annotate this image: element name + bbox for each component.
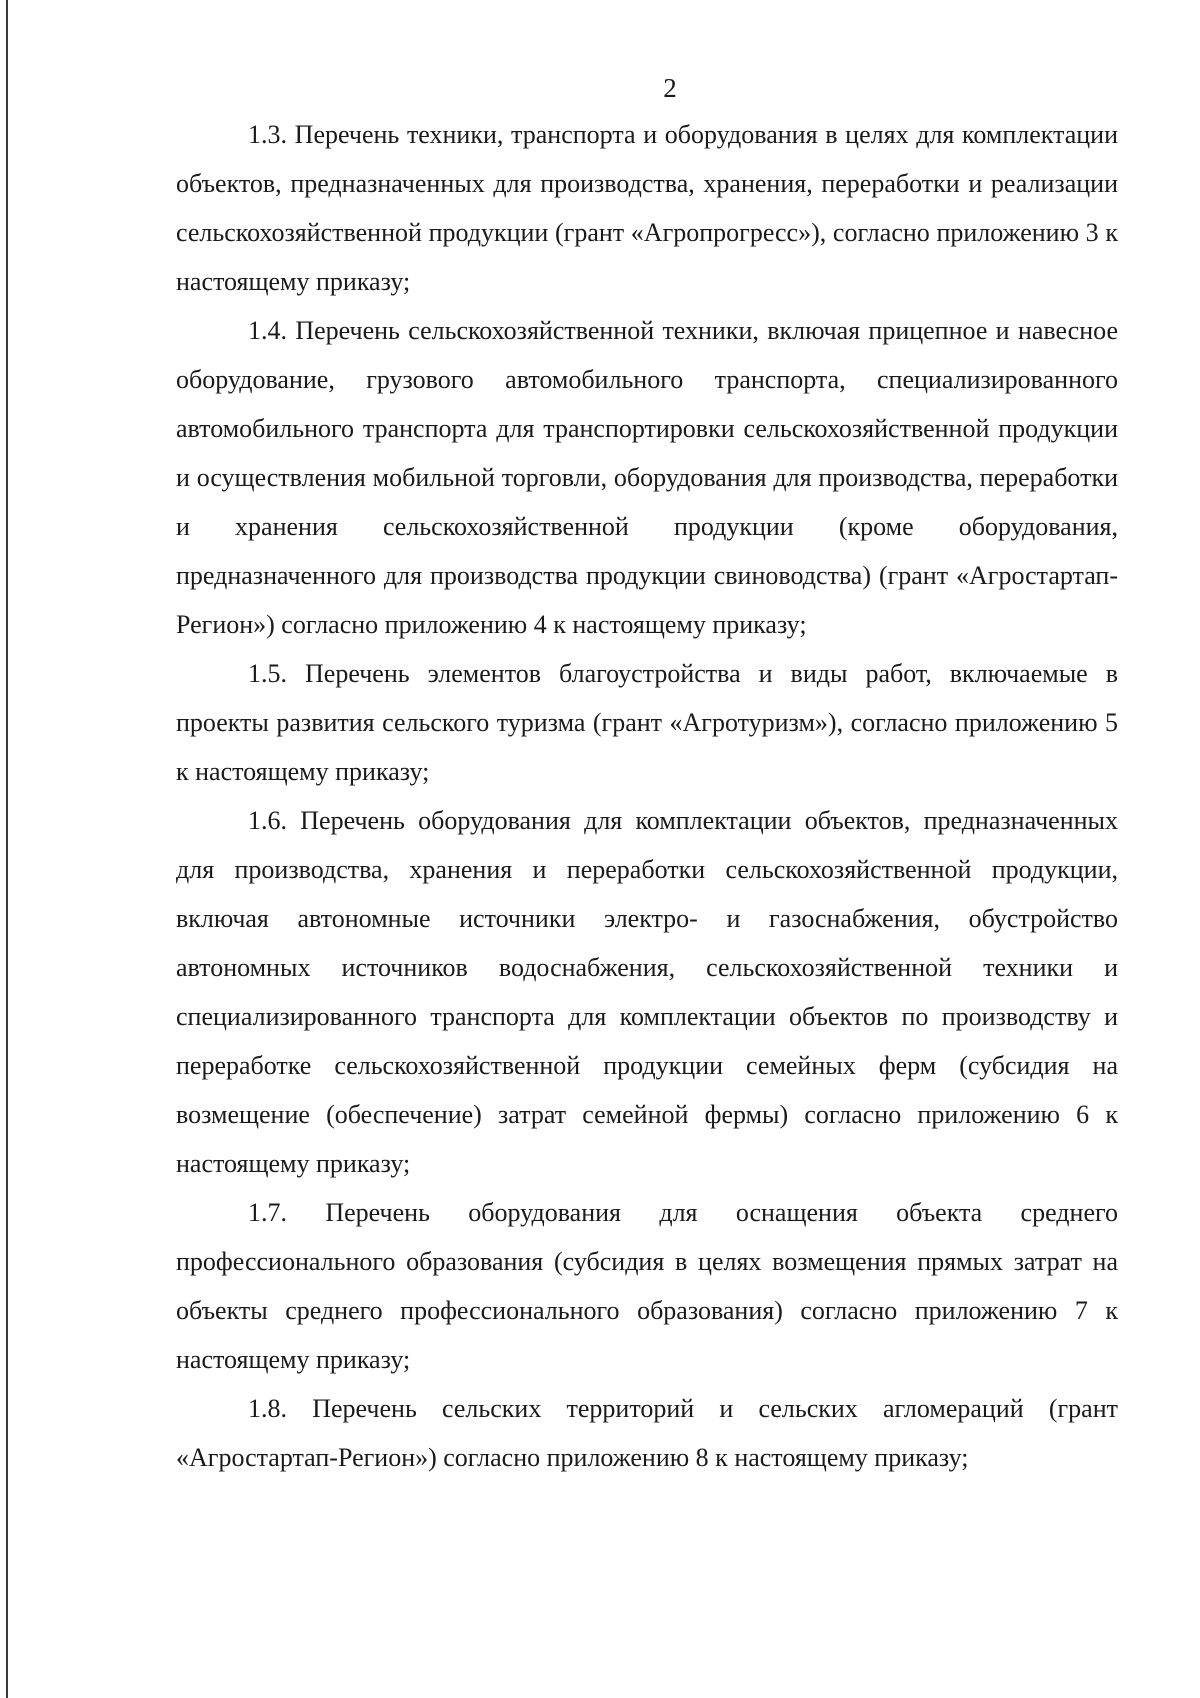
paragraph-1-5: 1.5. Перечень элементов благоустройства и виды работ, включаемые в проекты развития сельского туризма (грант «Агротуризм»), согласно приложению 5 к настоящему приказу; [176,659,1118,786]
paragraph-1-8: 1.8. Перечень сельских территорий и сельских агломераций (грант «Агростартап-Регион») согласно приложению 8 к настоящему приказу; [176,1394,1118,1472]
document-body [176,110,1118,1482]
scan-left-edge [6,0,8,1698]
scan-top-artifact [170,0,530,4]
page-number: 2 [663,73,677,103]
paragraph-1-3: 1.3. Перечень техники, транспорта и оборудования в целях для комплектации объектов, предназначенных для производства, хранения, переработки и реализации сельскохозяйственной продукции (грант «Агропрогресс»), согласно приложению 3 к настоящему приказу; [176,120,1118,296]
paragraph-1-6: 1.6. Перечень оборудования для комплектации объектов, предназначенных для производства, хранения и переработки сельскохозяйственной продукции, включая автономные источники электро- и газоснабжения, обустройство автономных источников водоснабжения, сельскохозяйственной техники и специализированного транспорта для комплектации объектов по производству и переработке сельскохозяйственной продукции семейных ферм (субсидия на возмещение (обеспечение) затрат семейной фермы) согласно приложению 6 к настоящему приказу; [176,806,1118,1178]
paragraph-1-4: 1.4. Перечень сельскохозяйственной техники, включая прицепное и навесное оборудование, грузового автомобильного транспорта, специализированного автомобильного транспорта для транспортировки сельскохозяйственной продукции и осуществления мобильной торговли, оборудования для производства, переработки и хранения сельскохозяйственной продукции (кроме оборудования, предназначенного для производства продукции свиноводства) (грант «Агростартап-Регион») согласно приложению 4 к настоящему приказу; [176,316,1118,639]
paragraph-1-7: 1.7. Перечень оборудования для оснащения объекта среднего профессионального образования (субсидия в целях возмещения прямых затрат на объекты среднего профессионального образования) согласно приложению 7 к настоящему приказу; [176,1198,1118,1374]
